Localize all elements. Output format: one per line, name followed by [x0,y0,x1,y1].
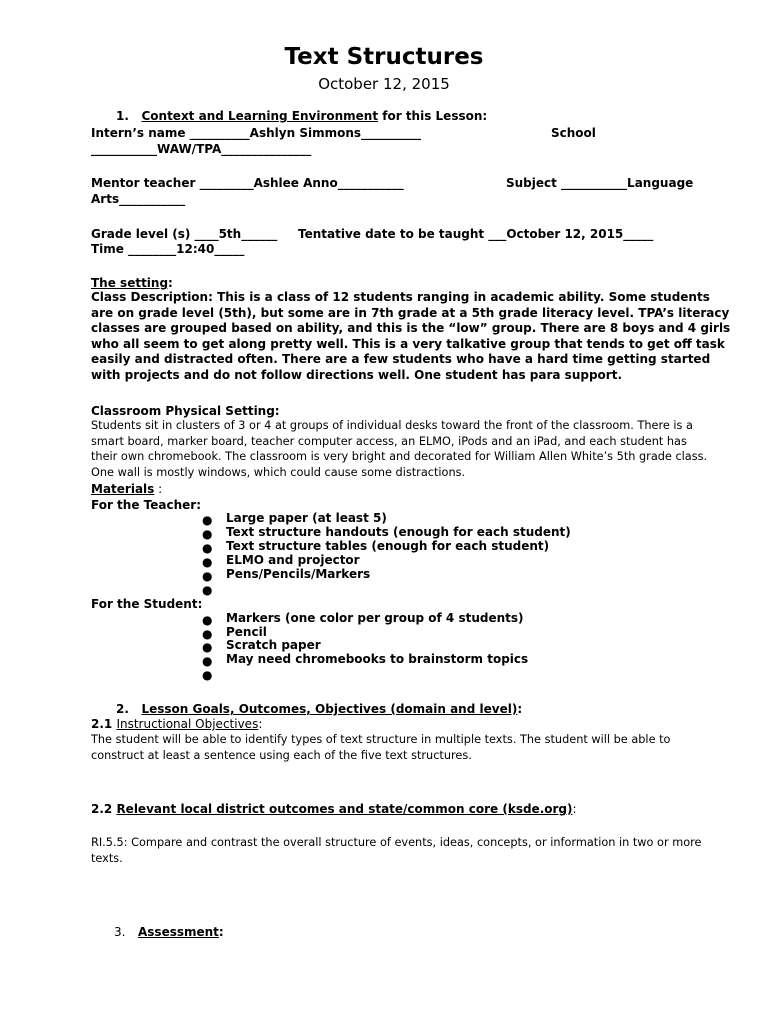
time-field: Time ________12:40_____ [91,242,245,256]
teacher-item: ELMO and projector [226,553,360,567]
instructional-objectives-text: The student will be able to identify types of text structure in multiple texts. The student will be able to construct at least a sentence using each of the five text structures. [91,733,671,762]
bullet-icon: ● [202,654,213,668]
mentor-teacher-field: Mentor teacher _________Ashlee Anno___________ [91,176,404,190]
physical-setting-heading: Classroom Physical Setting: [91,404,280,418]
section3-heading-text: Assessment [138,925,219,939]
setting-heading-colon: : [168,276,173,290]
school-label: School [551,126,596,140]
document-date: October 12, 2015 [318,75,450,93]
student-item: Markers (one color per group of 4 students) [226,611,524,625]
bullet-icon: ● [202,527,213,541]
setting-heading [91,275,173,291]
sub2-colon: : [572,802,577,816]
bullet-icon: ● [202,613,213,627]
bullet-icon: ● [202,627,213,641]
grade-level-field: Grade level (s) ____5th______ [91,227,278,241]
physical-setting-text: Students sit in clusters of 3 or 4 at groups of individual desks toward the front of the classroom. There is a smart board, marker board, teacher computer access, an ELMO, iPods and an iPad, and each student has their own chromebook. The classroom is very bright and decorated for William Allen White’s 5th grade class. One wall is mostly windows, which could cause some distractions. [91,419,708,480]
student-item: Pencil [226,625,267,639]
school-field: ___________WAW/TPA_______________ [91,142,312,156]
sub2-heading-text: Relevant local district outcomes and state/common core (ksde.org) [116,802,573,816]
section1-heading-rest: for this Lesson: [378,109,488,123]
bullet-icon: ● [202,640,213,654]
subject-field-continued: Arts___________ [91,192,186,206]
bullet-icon: ● [202,583,213,597]
intern-name-field: Intern’s name __________Ashlyn Simmons__________ [91,126,422,140]
materials-heading-colon: : [154,482,163,496]
district-outcomes-heading [91,801,577,817]
teacher-item: Text structure handouts (enough for each student) [226,525,571,539]
tentative-date-field: Tentative date to be taught ___October 12, 2015_____ [298,227,654,241]
sub1-heading-text: Instructional Objectives [116,717,259,731]
bullet-icon: ● [202,668,213,682]
bullet-icon: ● [202,541,213,555]
materials-heading [91,481,162,497]
student-item: Scratch paper [226,638,321,652]
sub2-number: 2.2 [91,802,117,816]
bullet-icon: ● [202,569,213,583]
section2-heading [116,701,522,717]
section1-heading [116,108,487,124]
for-student-label: For the Student: [91,597,203,611]
setting-heading-text: The setting [91,276,169,290]
teacher-item: Large paper (at least 5) [226,511,387,525]
district-outcomes-text: RI.5.5: Compare and contrast the overall structure of events, ideas, concepts, or information in two or more texts. [91,836,702,865]
section1-heading-underlined: Context and Learning Environment [141,109,379,123]
section3-heading-colon: : [218,925,224,939]
for-teacher-label: For the Teacher: [91,498,201,512]
section3-heading [114,924,224,940]
section2-number: 2. [116,702,129,716]
bullet-icon: ● [202,555,213,569]
section2-heading-text: Lesson Goals, Outcomes, Objectives (domain and level) [141,702,518,716]
sub1-colon: : [258,717,263,731]
materials-heading-text: Materials [91,482,155,496]
section2-heading-colon: : [517,702,523,716]
instructional-objectives-heading [91,716,262,732]
teacher-item: Pens/Pencils/Markers [226,567,371,581]
teacher-item: Text structure tables (enough for each student) [226,539,550,553]
section3-number: 3. [114,925,126,939]
document-title: Text Structures [284,44,484,70]
section1-number: 1. [116,109,129,123]
class-description: Class Description: This is a class of 12 students ranging in academic ability. Some students are on grade level (5th), but some are in 7th grade at a 5th grade literacy level. TPA’s literacy classes are grouped based on ability, and this is the “low” group. There are 8 boys and 4 girls who all seem to get along pretty well. This is a very talkative group that tends to get off task easily and distracted often. There are a few students who have a hard time getting started with projects and do not follow directions well. One student has para support. [91,290,731,382]
subject-field: Subject ___________Language [506,176,694,190]
sub1-number: 2.1 [91,717,117,731]
student-item: May need chromebooks to brainstorm topics [226,652,529,666]
bullet-icon: ● [202,513,213,527]
